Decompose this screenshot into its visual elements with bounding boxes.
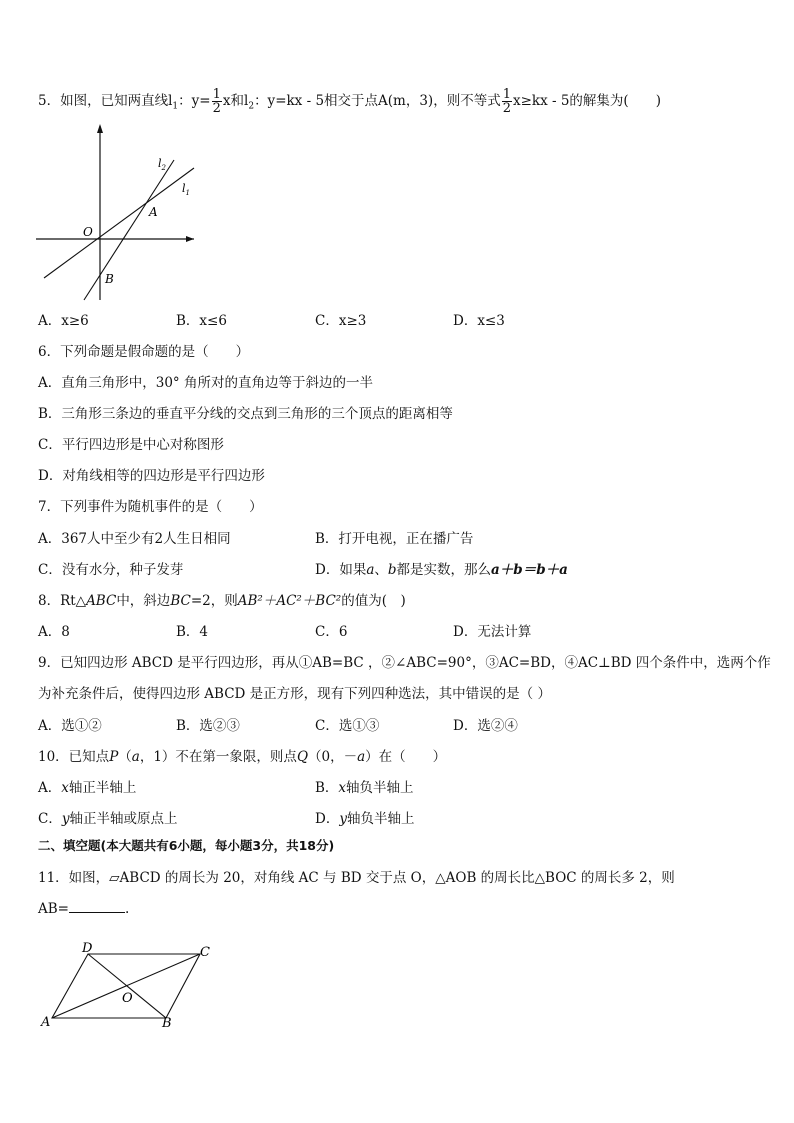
frac-numerator: 1 — [502, 87, 511, 102]
x-axis-arrow-icon — [186, 236, 194, 242]
q5-stem — [38, 88, 661, 116]
q10-option-c — [38, 810, 177, 828]
q11-stem-line-2 — [38, 900, 129, 918]
q5-text-2: ：y= — [178, 93, 211, 109]
q8-text-3: =2，则 — [190, 593, 238, 609]
q5-graph — [36, 120, 206, 305]
label-origin-o: O — [83, 225, 93, 239]
q5-text-1: 5．如图，已知两直线l — [38, 93, 173, 109]
q5-option-d: D．x≤3 — [453, 313, 505, 329]
q7-option-d — [315, 561, 568, 579]
q10-option-b — [315, 779, 414, 797]
frac-denominator: 2 — [502, 101, 511, 116]
q6-option-b: B．三角形三条边的垂直平分线的交点到三角形的三个顶点的距离相等 — [38, 406, 453, 422]
q7-d-text-1: D．如果 — [315, 562, 367, 578]
q7-option-c: C．没有水分，种子发芽 — [38, 562, 184, 578]
label-point-a: A — [149, 205, 158, 219]
opt-prefix: D． — [315, 811, 340, 827]
q9-stem-line-2: 为补充条件后，使得四边形 ABCD 是正方形，现有下列四种选法，其中错误的是（ ） — [38, 686, 551, 702]
q10-stem — [38, 748, 446, 766]
q8-option-a: A．8 — [38, 624, 70, 640]
q8-text-1: 8．Rt△ — [38, 593, 87, 609]
opt-prefix: A． — [38, 780, 62, 796]
q5-option-a: A．x≥6 — [38, 313, 89, 329]
q10-text-4: （0，－ — [308, 749, 358, 765]
y-axis-arrow-icon — [97, 124, 103, 133]
opt-text: 轴正半轴或原点上 — [69, 811, 178, 827]
q6-option-c: C．平行四边形是中心对称图形 — [38, 437, 224, 453]
line-l1 — [44, 168, 194, 278]
q8-option-b: B．4 — [176, 624, 209, 640]
label-point-b: B — [105, 272, 114, 286]
q11-text-ab: AB= — [38, 901, 69, 917]
q10-text-1: 10．已知点 — [38, 749, 110, 765]
label-center-o: O — [122, 991, 133, 1006]
q5-option-c: C．x≥3 — [315, 313, 367, 329]
axis-var: y — [61, 811, 70, 827]
q10-text-2: （ — [118, 749, 132, 765]
answer-blank[interactable] — [69, 900, 125, 913]
axis-var: x — [61, 780, 69, 796]
q8-option-d: D．无法计算 — [453, 624, 532, 640]
q5-text-4: ：y=kx - 5相交于点A(m，3)，则不等式 — [254, 93, 501, 109]
frac-numerator: 1 — [212, 87, 221, 102]
q9-option-c: C．选①③ — [315, 718, 380, 734]
line-l2 — [84, 160, 174, 300]
q7-d-text-3: 都是实数，那么 — [396, 562, 492, 578]
q10-var-a: a — [357, 749, 366, 765]
q9-option-b: B．选②③ — [176, 718, 240, 734]
q10-point-p: P — [109, 749, 119, 765]
q9-option-a: A．选①② — [38, 718, 102, 734]
label-vertex-d: D — [82, 941, 93, 956]
frac-denominator: 2 — [212, 101, 221, 116]
q8-hypotenuse-name: BC — [170, 593, 191, 609]
q11-stem-line-1: 11．如图，▱ABCD 的周长为 20，对角线 AC 与 BD 交于点 O，△AOB 的周长比△BOC 的周长多 2，则 — [38, 870, 675, 886]
q8-text-4: 的值为( ) — [341, 593, 406, 609]
q5-fraction-2 — [502, 88, 512, 115]
opt-text: 轴正半轴上 — [68, 780, 137, 796]
axis-var: x — [338, 780, 347, 796]
q5-fraction-1 — [212, 88, 222, 115]
axis-var: y — [339, 811, 347, 827]
label-vertex-c: C — [200, 945, 210, 960]
q8-text-2: 中，斜边 — [116, 593, 171, 609]
q7-d-expression: a＋b＝b＋a — [491, 562, 568, 578]
q7-d-text-2: 、 — [374, 562, 388, 578]
label-l1: $l_1$ — [182, 182, 190, 197]
opt-text: 轴负半轴上 — [346, 780, 414, 796]
q7-option-a: A．367人中至少有2人生日相同 — [38, 531, 231, 547]
label-l2: $l_2$ — [158, 157, 166, 172]
q10-text-5: ）在（ ） — [365, 749, 447, 765]
q10-var-a: a — [131, 749, 140, 765]
var-a: a — [366, 562, 375, 578]
var-b: b — [387, 562, 397, 578]
q5-sub-1: 1 — [172, 101, 179, 112]
q11-parallelogram-figure — [36, 938, 216, 1033]
opt-prefix: B． — [315, 780, 339, 796]
q5-sub-2: 2 — [248, 101, 255, 112]
q5-text-3: x和l — [222, 93, 249, 109]
q8-triangle-name: ABC — [86, 593, 117, 609]
q8-expression: AB²＋AC²＋BC² — [237, 593, 342, 609]
q9-stem-line-1: 9．已知四边形 ABCD 是平行四边形，再从①AB=BC ，②∠ABC=90°，③AC=BD，④AC⊥BD 四个条件中，选两个作 — [38, 655, 771, 671]
label-vertex-b: B — [162, 1016, 172, 1031]
q11-period: . — [124, 901, 130, 917]
q10-point-q: Q — [296, 749, 309, 765]
diagonal-ac — [52, 954, 200, 1018]
opt-prefix: C． — [38, 811, 62, 827]
diagonal-bd — [88, 954, 166, 1018]
q10-text-3: ，1）不在第一象限，则点 — [139, 749, 297, 765]
q9-option-d: D．选②④ — [453, 718, 518, 734]
q7-stem: 7．下列事件为随机事件的是（ ） — [38, 499, 263, 515]
opt-text: 轴负半轴上 — [346, 811, 415, 827]
q10-option-a — [38, 779, 136, 797]
label-vertex-a: A — [41, 1015, 51, 1030]
q8-option-c: C．6 — [315, 624, 348, 640]
q7-option-b: B．打开电视，正在播广告 — [315, 531, 474, 547]
q6-option-d: D．对角线相等的四边形是平行四边形 — [38, 468, 265, 484]
q8-stem — [38, 592, 406, 610]
q6-stem: 6．下列命题是假命题的是（ ） — [38, 344, 250, 360]
section-heading-fill-in: 二、填空题(本大题共有6小题，每小题3分，共18分) — [38, 838, 335, 853]
q5-option-b: B．x≤6 — [176, 313, 227, 329]
q10-option-d — [315, 810, 414, 828]
q5-text-5: x≥kx - 5的解集为( ) — [512, 93, 661, 109]
q6-option-a: A．直角三角形中，30° 角所对的直角边等于斜边的一半 — [38, 375, 373, 391]
